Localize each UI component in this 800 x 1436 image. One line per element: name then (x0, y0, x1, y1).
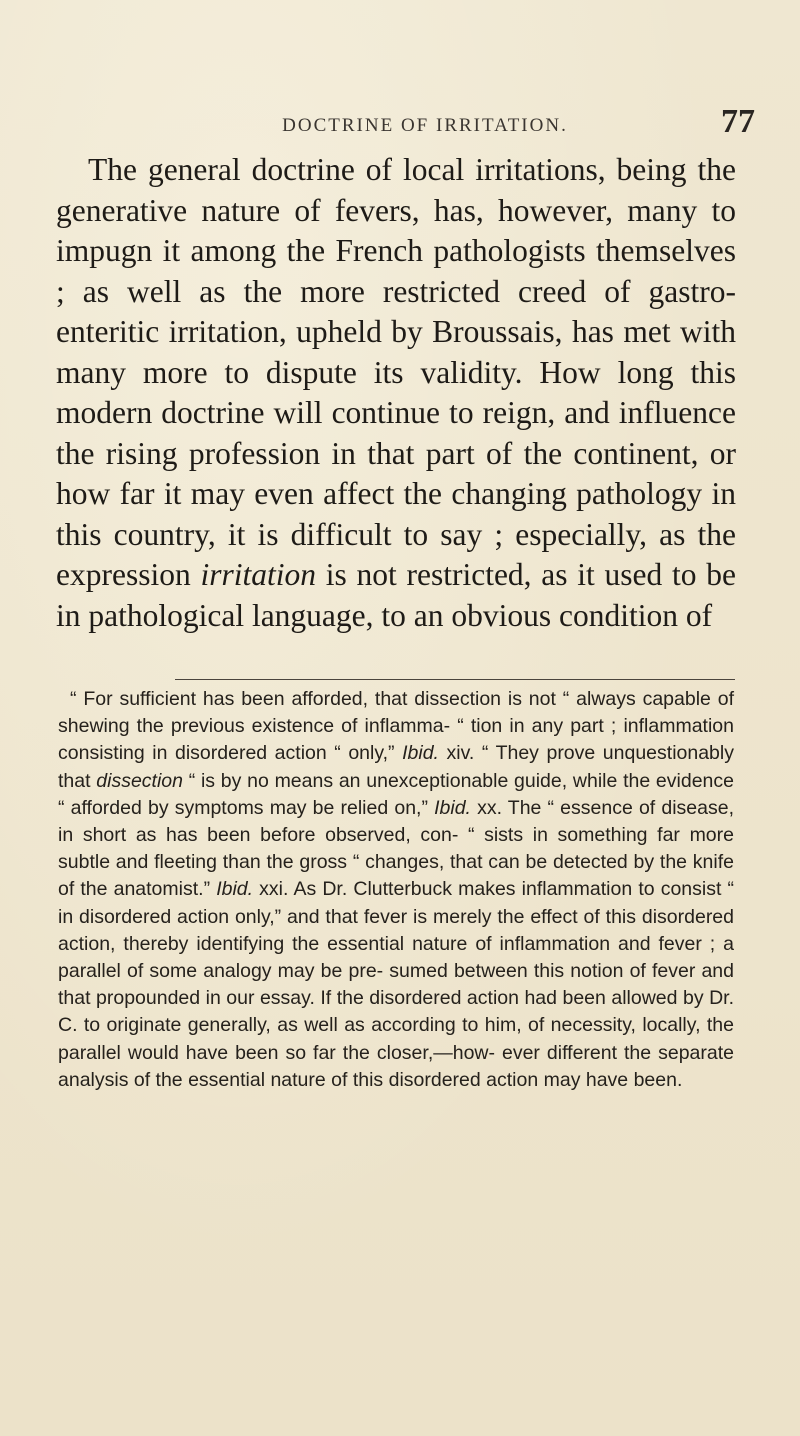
footnote-ibid: Ibid. (402, 742, 439, 765)
footnote-text: “ is by no means an unexceptionable guide, while the evidence “ afforded by symptoms may be relied on,” (58, 769, 734, 819)
main-paragraph (56, 150, 736, 636)
page-number: 77 (721, 103, 755, 140)
main-text-part: is not restricted, as it used to be in pathological language, to an obvious condition of (56, 557, 736, 633)
running-title: DOCTRINE OF IRRITATION. (282, 115, 568, 136)
running-head (95, 103, 755, 143)
footnote-ibid: Ibid. (434, 796, 471, 819)
footnote-text: “ For sufficient has been afforded, that dissection is not “ always capable of shewing the previous existence of inflamma- “ tion in any part ; inflammation consisting in disordered action “ only,” (58, 688, 734, 765)
footnote (58, 686, 734, 1094)
footnote-text: xxi. As Dr. Clutterbuck makes inflammation to consist “ in disordered action only,” and that fever is merely the effect of this disordered action, thereby identifying the essential nature of inflammation and fever ; a parallel of some analogy may be pre- sumed between this notion of fever and that propounded in our essay. If the disordered action had been allowed by Dr. C. to originate generally, as well as according to him, of necessity, locally, the parallel would have been so far the closer,—how- ever different the separate analysis of the essential nature of this disordered action may have been. (58, 878, 735, 1091)
footnote-italic-term: dissection (96, 769, 183, 792)
footnote-ibid: Ibid. (216, 878, 254, 901)
italic-term: irritation (200, 557, 316, 592)
footnote-text: xx. The “ essence of disease, in short as has been before observed, con- “ sists in something far more subtle and fleeting than the gross “ changes, that can be detected by the knife of the anatomist.” (58, 796, 734, 901)
footnote-text: xiv. “ They prove unquestionably that (58, 742, 734, 792)
main-text-part: The general doctrine of local irritations, being the generative nature of fevers, has, however, many to impugn it among the French pathologists themselves ; as well as the more restricted creed of gastro-enteritic irritation, upheld by Broussais, has met with many more to dispute its validity. How long this modern doctrine will continue to reign, and influence the rising profession in that part of the continent, or how far it may even affect the changing pathology in this country, it is difficult to say ; especially, as the expression (56, 152, 736, 592)
footnote-rule (175, 679, 735, 680)
